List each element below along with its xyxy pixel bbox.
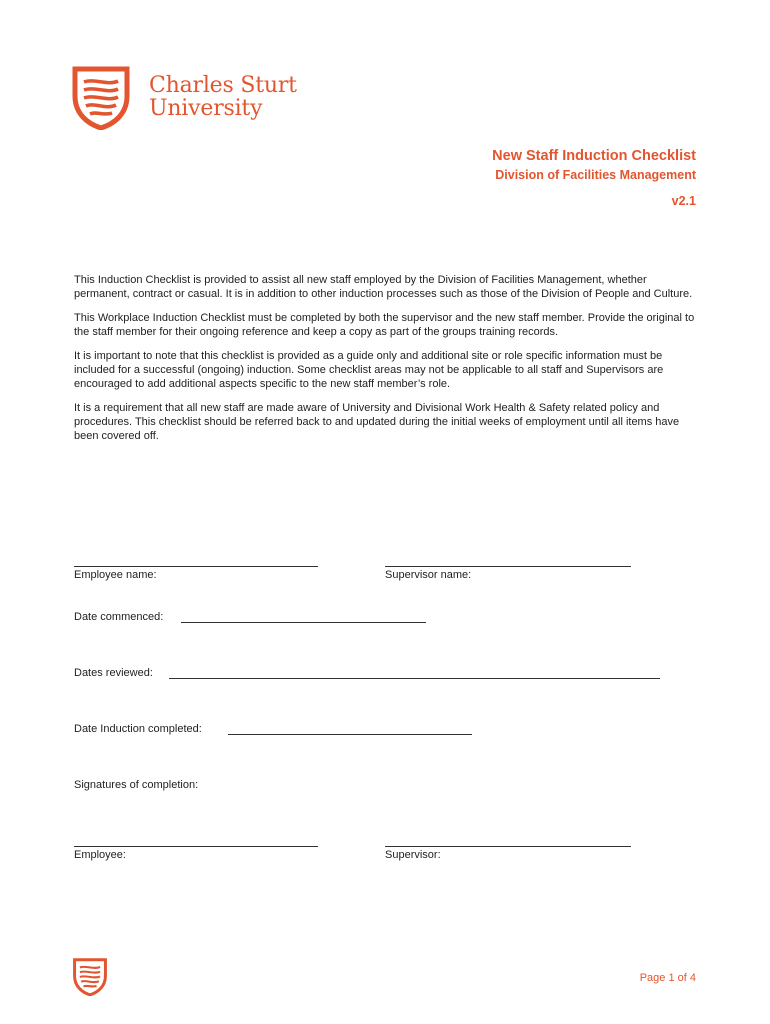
employee-name-label: Employee name: — [74, 569, 157, 581]
date-commenced-field[interactable] — [181, 622, 426, 623]
dates-reviewed-label: Dates reviewed: — [74, 667, 153, 679]
intro-paragraph: This Induction Checklist is provided to assist all new staff employed by the Division of Facilities Management, whether permanent, contract or casual. It is in addition to other induction processes such as those of the Division of People and Culture. — [74, 274, 693, 300]
university-logo — [72, 66, 312, 132]
intro-paragraph: This Workplace Induction Checklist must be completed by both the supervisor and the new staff member. Provide the original to the staff member for their ongoing reference and keep a copy as part of the groups training records. — [74, 312, 695, 338]
supervisor-signature-label: Supervisor: — [385, 849, 441, 861]
logo-line-1: Charles Sturt — [149, 73, 297, 98]
supervisor-name-field[interactable] — [385, 566, 631, 567]
employee-signature-label: Employee: — [74, 849, 126, 861]
intro-paragraph: It is a requirement that all new staff are made aware of University and Divisional Work Health & Safety related policy and procedures. This checklist should be referred back to and updated during the initial weeks of employment until all items have been covered off. — [74, 402, 680, 442]
date-induction-completed-label: Date Induction completed: — [74, 723, 202, 735]
supervisor-name-label: Supervisor name: — [385, 569, 472, 581]
date-commenced-label: Date commenced: — [74, 611, 164, 623]
logo-line-2: University — [149, 96, 263, 121]
csu-shield-icon — [72, 958, 108, 996]
document-title: New Staff Induction Checklist — [492, 148, 696, 164]
employee-name-field[interactable] — [74, 566, 318, 567]
page-number: Page 1 of 4 — [639, 972, 696, 984]
footer-logo — [72, 958, 108, 996]
signatures-label: Signatures of completion: — [74, 779, 199, 791]
intro-section — [74, 273, 698, 453]
employee-signature-field[interactable] — [74, 846, 318, 847]
logo-wordmark — [149, 74, 297, 120]
csu-shield-icon — [72, 66, 130, 130]
document-subtitle: Division of Facilities Management — [495, 168, 696, 182]
dates-reviewed-field[interactable] — [169, 678, 660, 679]
supervisor-signature-field[interactable] — [385, 846, 631, 847]
intro-paragraph: It is important to note that this checklist is provided as a guide only and additional site or role specific information must be included for a successful (ongoing) induction. Some checklist areas may not be applicable to all staff and Supervisors are encouraged to add additional aspects specific to the new staff member’s role. — [74, 350, 664, 390]
document-version: v2.1 — [671, 194, 696, 208]
date-induction-completed-field[interactable] — [228, 734, 472, 735]
